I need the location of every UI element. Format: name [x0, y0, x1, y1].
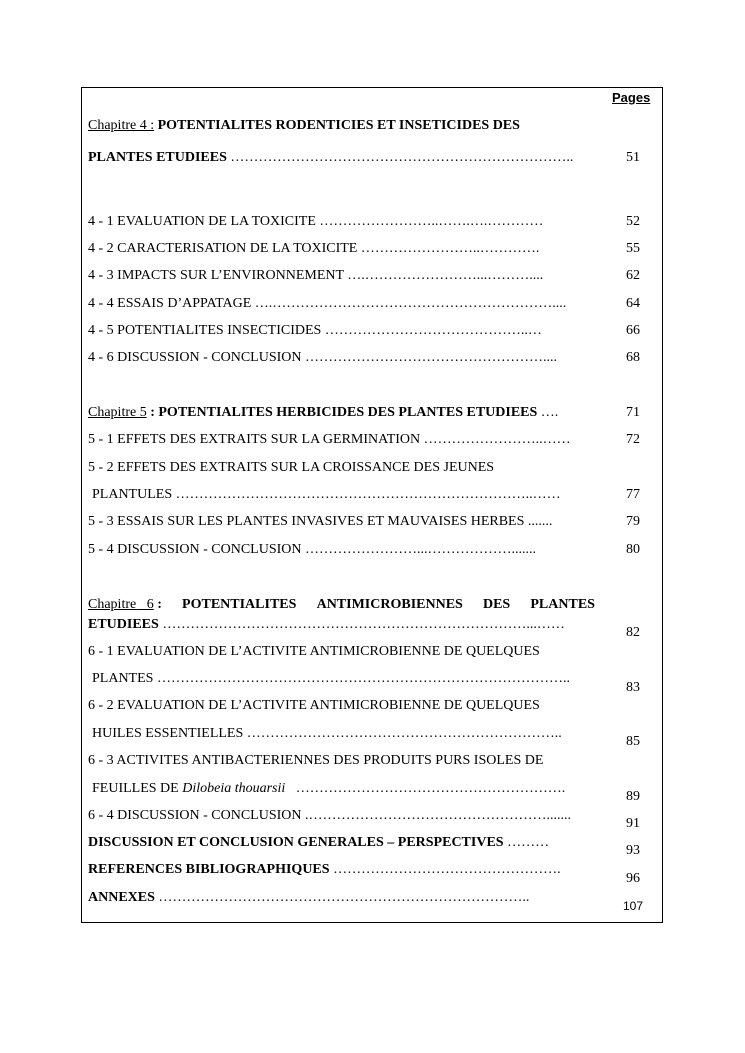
page-4-2: 55 — [626, 241, 640, 256]
entry-label: REFERENCES BIBLIOGRAPHIQUES — [88, 862, 330, 877]
toc-entry-6-1-line2 — [92, 671, 570, 687]
leader-dots: …………………………………………………………………………….. — [156, 671, 570, 686]
toc-entry-4-3 — [88, 268, 543, 284]
leader-dots: ……… — [507, 835, 550, 850]
entry-label: 6 - 2 EVALUATION DE L’ACTIVITE ANTIMICROBIENNE DE QUELQUES — [88, 698, 540, 713]
leader-dots: …………………………………………………………………….. — [158, 890, 530, 905]
leader-dots: ……………………..…… — [423, 432, 571, 447]
leader-dots: …………………………………………….... — [305, 350, 558, 365]
leader-dots: ……………………………………………………………………...…… — [162, 617, 565, 632]
page-5-3: 79 — [626, 514, 640, 529]
entry-label: 5 - 4 DISCUSSION - CONCLUSION — [88, 542, 302, 557]
leader-dots: ……………………...………………....... — [305, 542, 537, 557]
entry-label: 6 - 4 DISCUSSION - CONCLUSION — [88, 808, 302, 823]
chapter-6-heading — [88, 597, 595, 613]
entry-label: PLANTULES — [92, 487, 173, 502]
toc-entry-5-1 — [88, 432, 571, 448]
toc-frame — [81, 87, 663, 923]
page-4-1: 52 — [626, 214, 640, 229]
chapter-4-title-line2: PLANTES ETUDIEES — [88, 150, 227, 165]
chapter-6-page: 82 — [626, 625, 640, 640]
entry-label: 4 - 6 DISCUSSION - CONCLUSION — [88, 350, 302, 365]
leader-dots: ……………………..…………. — [360, 241, 540, 256]
toc-entry-6-2-line2 — [92, 726, 562, 742]
entry-label: HUILES ESSENTIELLES — [92, 726, 244, 741]
entry-label: 6 - 3 ACTIVITES ANTIBACTERIENNES DES PRODUITS PURS ISOLES DE — [88, 753, 544, 768]
entry-label: 4 - 3 IMPACTS SUR L’ENVIRONNEMENT — [88, 268, 344, 283]
toc-entry-5-3 — [88, 514, 552, 530]
page-6-2: 85 — [626, 734, 640, 749]
leader-dots: ……………………………………..… — [324, 323, 542, 338]
page-4-6: 68 — [626, 350, 640, 365]
page-references: 96 — [626, 871, 640, 886]
toc-entry-annexes — [88, 890, 529, 906]
chapter-6-word: PLANTES — [530, 597, 595, 612]
page-6-1: 83 — [626, 680, 640, 695]
toc-entry-6-3-line1 — [88, 753, 543, 769]
chapter-5-page: 71 — [626, 405, 640, 420]
chapter-4-page: 51 — [626, 150, 640, 165]
toc-entry-6-4 — [88, 808, 571, 824]
leader-dots: …………………………………………………………………..…… — [175, 487, 561, 502]
page-4-3: 62 — [626, 268, 640, 283]
chapter-6-heading-line2 — [88, 617, 565, 633]
page-discussion: 93 — [626, 843, 640, 858]
page-5-2: 77 — [626, 487, 640, 502]
entry-label: 5 - 3 ESSAIS SUR LES PLANTES INVASIVES ET MAUVAISES HERBES — [88, 514, 525, 529]
leader-dots: ………………………………………………………….. — [246, 726, 562, 741]
entry-label: 4 - 4 ESSAIS D’APPATAGE — [88, 296, 252, 311]
entry-label: ANNEXES — [88, 890, 155, 905]
leader-dots: ….……………………...……….... — [347, 268, 544, 283]
toc-entry-4-5 — [88, 323, 542, 339]
chapter-6-word: DES — [482, 597, 511, 612]
chapter-4-heading-line2 — [88, 150, 573, 166]
leader-dots: ……………………………………………………………….. — [230, 150, 574, 165]
page-5-1: 72 — [626, 432, 640, 447]
page-4-4: 64 — [626, 296, 640, 311]
entry-label: 4 - 1 EVALUATION DE LA TOXICITE — [88, 214, 316, 229]
entry-label: 4 - 5 POTENTIALITES INSECTICIDES — [88, 323, 322, 338]
toc-entry-4-6 — [88, 350, 557, 366]
toc-entry-6-3-line2 — [92, 781, 565, 797]
chapter-5-heading — [88, 405, 558, 421]
leader-dots: ....... — [527, 514, 553, 529]
pages-column-header: Pages — [612, 90, 651, 105]
page-annexes: 107 — [622, 899, 644, 913]
chapter-6-word: ANTIMICROBIENNES — [316, 597, 463, 612]
entry-label: 5 - 2 EFFETS DES EXTRAITS SUR LA CROISSANCE DES JEUNES — [88, 460, 495, 475]
leader-dots: ….…………………………………………………….... — [254, 296, 567, 311]
chapter-4-title-line1: POTENTIALITES RODENTICIES ET INSETICIDES DES — [157, 118, 520, 133]
leader-dots: …………………………………………………. — [295, 781, 566, 796]
chapter-6-prefix: Chapitre 6 — [88, 597, 154, 612]
toc-entry-references — [88, 862, 561, 878]
chapter-4-prefix: Chapitre 4 : — [88, 118, 155, 133]
leader-dots: …………………………………………. — [333, 862, 561, 877]
toc-entry-5-4 — [88, 542, 536, 558]
chapter-4-heading — [88, 118, 520, 134]
chapter-6-title-line2: ETUDIEES — [88, 617, 159, 632]
page-6-3: 89 — [626, 789, 640, 804]
toc-entry-4-4 — [88, 296, 566, 312]
chapter-6-colon: : — [157, 597, 162, 612]
leader-dots: ……………………..…….….………… — [319, 214, 544, 229]
chapter-5-prefix: Chapitre 5 — [88, 405, 147, 420]
toc-entry-5-2-line2 — [92, 487, 561, 503]
page-4-5: 66 — [626, 323, 640, 338]
entry-label: PLANTES — [92, 671, 154, 686]
toc-entry-6-1-line1 — [88, 644, 540, 660]
toc-entry-6-2-line1 — [88, 698, 540, 714]
entry-label: 5 - 1 EFFETS DES EXTRAITS SUR LA GERMINATION — [88, 432, 421, 447]
entry-label: 4 - 2 CARACTERISATION DE LA TOXICITE — [88, 241, 358, 256]
toc-entry-5-2-line1 — [88, 460, 494, 476]
entry-label: FEUILLES DE — [92, 781, 179, 796]
toc-entry-4-2 — [88, 241, 539, 257]
entry-label: 6 - 1 EVALUATION DE L’ACTIVITE ANTIMICROBIENNE DE QUELQUES — [88, 644, 540, 659]
page-5-4: 80 — [626, 542, 640, 557]
chapter-5-title: : POTENTIALITES HERBICIDES DES PLANTES ETUDIEES — [150, 405, 538, 420]
toc-entry-4-1 — [88, 214, 543, 230]
leader-dots: …. — [540, 405, 559, 420]
toc-entry-discussion — [88, 835, 549, 851]
species-name: Dilobeia thouarsii — [182, 781, 286, 796]
entry-label: DISCUSSION ET CONCLUSION GENERALES – PERSPECTIVES — [88, 835, 504, 850]
chapter-6-word: POTENTIALITES — [182, 597, 297, 612]
page-6-4: 91 — [626, 816, 640, 831]
leader-dots: .……………………………………………....... — [305, 808, 572, 823]
